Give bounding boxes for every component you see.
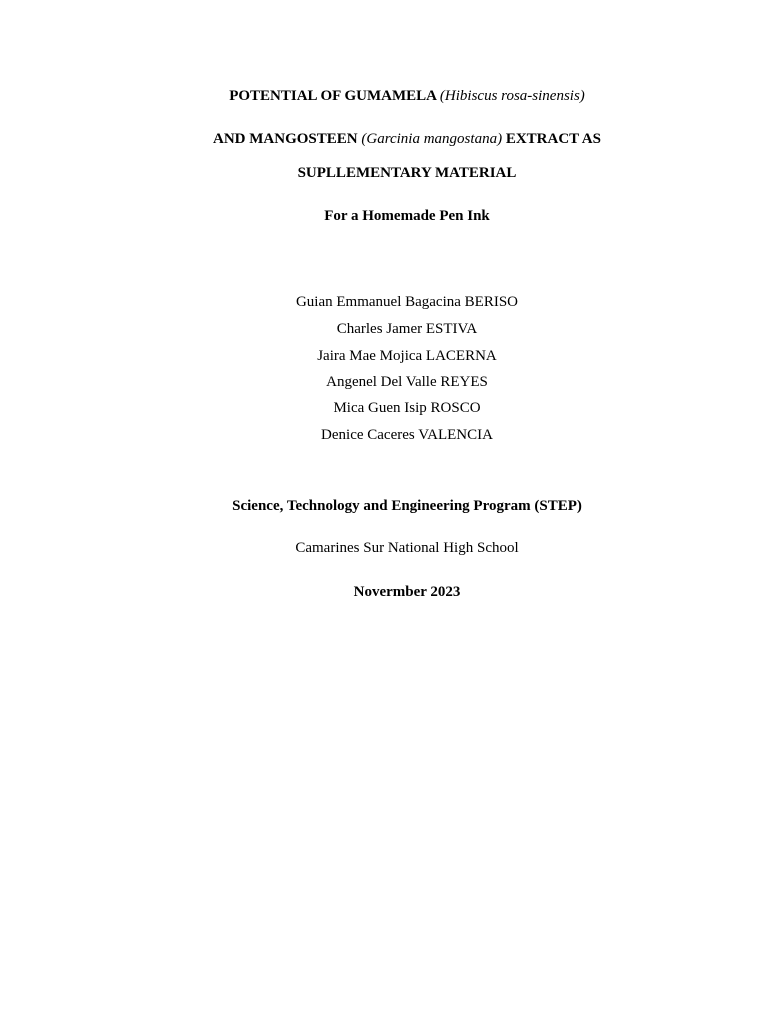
title-line-1-text: POTENTIAL OF GUMAMELA [229,88,440,104]
title-line-1 [0,87,768,105]
title-line-2-text: AND MANGOSTEEN [213,131,362,147]
title-line-3: SUPLLEMENTARY MATERIAL [297,165,517,181]
title-line-2 [0,130,768,148]
title-line-2-species: (Garcinia mangostana) [361,131,503,147]
title-line-1-species: (Hibiscus rosa-sinensis) [439,88,585,104]
school-name: Camarines Sur National High School [295,540,519,556]
author-6: Denice Caceres VALENCIA [321,427,493,443]
author-5: Mica Guen Isip ROSCO [333,400,481,416]
author-3: Jaira Mae Mojica LACERNA [317,348,497,364]
author-2: Charles Jamer ESTIVA [336,321,478,337]
author-1: Guian Emmanuel Bagacina BERISO [295,294,519,310]
subtitle: For a Homemade Pen Ink [324,208,490,224]
program-name: Science, Technology and Engineering Program (STEP) [232,498,582,514]
author-4: Angenel Del Valle REYES [326,374,488,390]
submission-date: Novermber 2023 [353,584,461,600]
title-line-2-tail: EXTRACT AS [502,131,601,147]
